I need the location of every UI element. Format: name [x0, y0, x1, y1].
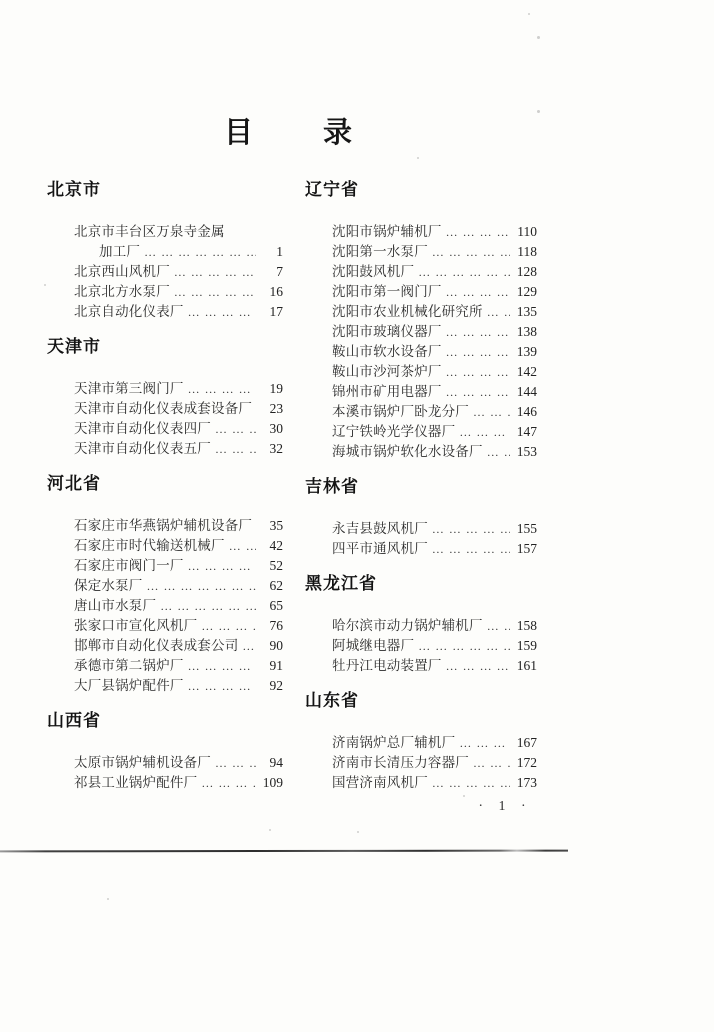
dot-leader [215, 419, 256, 439]
entry-title: 阿城继电器厂 [332, 638, 415, 653]
entry-title: 石家庄市华燕锅炉辅机设备厂 [74, 518, 253, 533]
entry-title: 沈阳市玻璃仪器厂 [332, 324, 442, 339]
entry-title: 北京西山风机厂 [74, 264, 170, 279]
entry-page-number: 172 [516, 755, 537, 770]
scan-speck [537, 36, 540, 39]
dot-leader [188, 302, 256, 322]
entry-title: 保定水泵厂 [74, 578, 143, 593]
toc-entry [332, 773, 537, 793]
toc-section [47, 337, 283, 459]
dot-leader [446, 222, 510, 242]
dot-leader [487, 616, 510, 636]
entry-title: 北京自动化仪表厂 [74, 304, 184, 319]
dot-leader [160, 596, 256, 616]
dot-leader [432, 773, 510, 793]
dot-leader [174, 262, 256, 282]
folio-page-number: · 1 · [478, 799, 532, 814]
entry-page-number: 157 [516, 541, 537, 556]
entry-title: 国营济南风机厂 [332, 775, 428, 790]
toc-entry [332, 519, 537, 539]
entry-title-line1: 北京市丰台区万泉寺金属 [74, 224, 225, 239]
entry-list [47, 222, 283, 322]
toc-entry [332, 222, 537, 242]
dot-leader [188, 556, 256, 576]
toc-entry-continuation [74, 242, 283, 262]
dot-leader [147, 576, 257, 596]
dot-leader [188, 379, 256, 399]
entry-page-number: 52 [269, 558, 283, 573]
entry-title: 张家口市宣化风机厂 [74, 618, 198, 633]
entry-page-number: 35 [269, 518, 284, 533]
entry-page-number: 23 [269, 401, 284, 416]
entry-title: 济南市长清压力容器厂 [332, 755, 469, 770]
entry-page-number: 30 [269, 421, 283, 436]
dot-leader [201, 616, 256, 636]
scan-speck [537, 110, 540, 113]
toc-entry [332, 733, 537, 753]
toc-entry [332, 422, 537, 442]
dot-leader [473, 753, 510, 773]
dot-leader [188, 656, 256, 676]
entry-page-number: 32 [269, 441, 283, 456]
toc-entry [74, 419, 283, 439]
toc-entry [332, 442, 537, 462]
entry-page-number: 16 [269, 284, 283, 299]
entry-page-number: 142 [516, 364, 537, 379]
entry-title: 沈阳市第一阀门厂 [332, 284, 442, 299]
page-title [224, 118, 352, 148]
toc-entry [74, 516, 283, 536]
scan-speck [107, 898, 109, 900]
entry-title: 本溪市锅炉厂卧龙分厂 [332, 404, 469, 419]
toc-section [47, 180, 283, 322]
entry-title: 沈阳市锅炉辅机厂 [332, 224, 442, 239]
entry-title: 四平市通风机厂 [332, 541, 428, 556]
entry-title: 祁县工业锅炉配件厂 [74, 775, 198, 790]
entry-page-number: 155 [516, 521, 537, 536]
entry-page-number: 167 [516, 735, 537, 750]
toc-entry [332, 242, 537, 262]
toc-entry [74, 676, 283, 696]
entry-title: 哈尔滨市动力锅炉辅机厂 [332, 618, 483, 633]
dot-leader [188, 676, 256, 696]
entry-page-number: 109 [262, 775, 283, 790]
entry-page-number: 135 [516, 304, 537, 319]
dot-leader [487, 442, 510, 462]
dot-leader [432, 539, 510, 559]
entry-page-number: 146 [516, 404, 537, 419]
scan-speck [417, 157, 419, 159]
dot-leader [215, 439, 256, 459]
entry-page-number: 139 [516, 344, 537, 359]
toc-entry [332, 616, 537, 636]
entry-list [47, 379, 283, 459]
toc-entry [74, 222, 283, 242]
title-char-mu: 目 [224, 117, 254, 149]
section-header: 山西省 [47, 711, 101, 730]
scan-speck [269, 829, 271, 831]
toc-entry [74, 262, 283, 282]
dot-leader [432, 242, 510, 262]
entry-page-number: 65 [269, 598, 283, 613]
entry-title: 沈阳市农业机械化研究所 [332, 304, 483, 319]
scan-edge-artifact [0, 850, 568, 853]
scan-speck [528, 13, 530, 15]
entry-page-number: 110 [517, 224, 537, 239]
toc-entry [332, 302, 537, 322]
entry-page-number: 1 [276, 244, 283, 259]
toc-entry [332, 382, 537, 402]
entry-page-number: 138 [516, 324, 537, 339]
entry-page-number: 94 [269, 755, 283, 770]
toc-entry [332, 636, 537, 656]
dot-leader [459, 422, 510, 442]
toc-entry [74, 773, 283, 793]
toc-entry [332, 262, 537, 282]
entry-title: 永吉县鼓风机厂 [332, 521, 428, 536]
entry-list [305, 519, 537, 559]
toc-section [305, 477, 537, 559]
dot-leader [446, 342, 510, 362]
toc-entry [74, 596, 283, 616]
entry-list [47, 516, 283, 696]
entry-list [305, 616, 537, 676]
toc-entry [332, 342, 537, 362]
entry-page-number: 62 [269, 578, 283, 593]
entry-page-number: 147 [516, 424, 537, 439]
toc-entry [332, 539, 537, 559]
dot-leader [215, 753, 256, 773]
entry-page-number: 91 [269, 658, 283, 673]
entry-page-number: 76 [269, 618, 283, 633]
title-char-lu: 录 [323, 117, 353, 149]
entry-title: 石家庄市时代输送机械厂 [74, 538, 225, 553]
dot-leader [418, 636, 510, 656]
entry-page-number: 158 [516, 618, 537, 633]
toc-entry [74, 656, 283, 676]
entry-page-number: 118 [517, 244, 537, 259]
toc-section [47, 711, 283, 793]
toc-section [305, 691, 537, 793]
dot-leader [446, 382, 510, 402]
entry-title: 天津市自动化仪表五厂 [74, 441, 211, 456]
toc-section [305, 574, 537, 676]
entry-page-number: 17 [269, 304, 283, 319]
dot-leader [446, 656, 510, 676]
toc-entry [332, 322, 537, 342]
section-header: 河北省 [47, 474, 101, 493]
toc-entry [74, 536, 283, 556]
entry-title: 鞍山市沙河茶炉厂 [332, 364, 442, 379]
scan-speck [357, 831, 359, 833]
entry-page-number: 90 [269, 638, 283, 653]
entry-title: 唐山市水泵厂 [74, 598, 157, 613]
entry-title: 北京北方水泵厂 [74, 284, 170, 299]
toc-column-left [47, 180, 283, 793]
toc-entry [74, 616, 283, 636]
toc-section [47, 474, 283, 696]
entry-list [305, 733, 537, 793]
scan-speck [44, 284, 46, 286]
entry-page-number: 128 [516, 264, 537, 279]
entry-page-number: 19 [269, 381, 283, 396]
entry-title: 承德市第二锅炉厂 [74, 658, 184, 673]
entry-page-number: 153 [516, 444, 537, 459]
dot-leader [432, 519, 510, 539]
entry-title: 鞍山市软水设备厂 [332, 344, 442, 359]
toc-entry [332, 753, 537, 773]
toc-entry [74, 556, 283, 576]
toc-entry [74, 302, 283, 322]
toc-entry [74, 576, 283, 596]
dot-leader [446, 362, 510, 382]
toc-entry [332, 282, 537, 302]
section-header: 辽宁省 [305, 180, 359, 199]
entry-title: 沈阳鼓风机厂 [332, 264, 415, 279]
toc-column-right [305, 180, 537, 793]
entry-page-number: 92 [269, 678, 283, 693]
entry-page-number: 173 [516, 775, 537, 790]
entry-title: 辽宁铁岭光学仪器厂 [332, 424, 456, 439]
section-header: 山东省 [305, 691, 359, 710]
entry-list [305, 222, 537, 462]
entry-title: 锦州市矿用电器厂 [332, 384, 442, 399]
dot-leader [446, 282, 510, 302]
entry-title: 天津市第三阀门厂 [74, 381, 184, 396]
entry-list [47, 753, 283, 793]
toc-section [305, 180, 537, 462]
toc-entry [74, 379, 283, 399]
toc-entry [74, 753, 283, 773]
entry-title: 海城市锅炉软化水设备厂 [332, 444, 483, 459]
toc-entry [74, 282, 283, 302]
entry-title: 太原市锅炉辅机设备厂 [74, 755, 211, 770]
entry-title: 天津市自动化仪表成套设备厂 [74, 401, 253, 416]
section-header: 北京市 [47, 180, 101, 199]
dot-leader [487, 302, 510, 322]
toc-entry [332, 656, 537, 676]
entry-title: 沈阳第一水泵厂 [332, 244, 428, 259]
dot-leader [418, 262, 510, 282]
entry-title: 石家庄市阀门一厂 [74, 558, 184, 573]
entry-title: 济南锅炉总厂辅机厂 [332, 735, 456, 750]
toc-entry [74, 399, 283, 419]
toc-entry [332, 402, 537, 422]
dot-leader [229, 536, 256, 556]
entry-page-number: 129 [516, 284, 537, 299]
dot-leader [446, 322, 510, 342]
entry-title: 大厂县锅炉配件厂 [74, 678, 184, 693]
dot-leader [242, 636, 256, 656]
entry-title: 牡丹江电动装置厂 [332, 658, 442, 673]
dot-leader [459, 733, 510, 753]
entry-page-number: 159 [516, 638, 537, 653]
dot-leader [144, 242, 256, 262]
entry-page-number: 144 [516, 384, 537, 399]
scan-speck [463, 795, 465, 797]
entry-page-number: 161 [516, 658, 537, 673]
entry-title-continuation: 加工厂 [99, 244, 141, 259]
dot-leader [473, 402, 510, 422]
entry-title: 邯郸市自动化仪表成套公司 [74, 638, 239, 653]
entry-page-number: 7 [276, 264, 283, 279]
section-header: 天津市 [47, 337, 101, 356]
dot-leader [201, 773, 256, 793]
entry-page-number: 42 [269, 538, 283, 553]
dot-leader [174, 282, 256, 302]
toc-entry [74, 439, 283, 459]
section-header: 吉林省 [305, 477, 359, 496]
toc-entry [74, 636, 283, 656]
entry-title: 天津市自动化仪表四厂 [74, 421, 211, 436]
toc-entry [332, 362, 537, 382]
section-header: 黑龙江省 [305, 574, 377, 593]
